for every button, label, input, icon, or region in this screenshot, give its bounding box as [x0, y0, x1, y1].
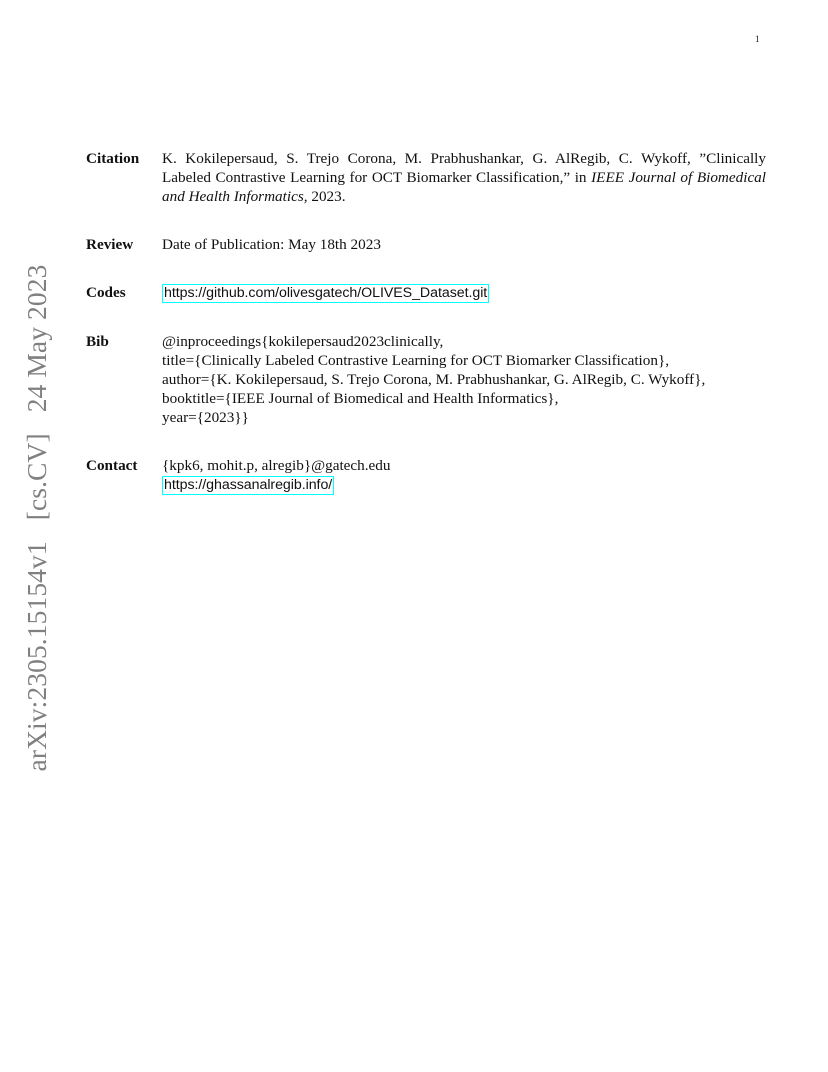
citation-main-text: K. Kokilepersaud, S. Trejo Corona, M. Prabhushankar, G. AlRegib, C. Wykoff, ”Clinically Labeled Contrastive Learning for OCT Biomarker Classification,” in	[162, 150, 766, 186]
codes-link[interactable]: https://github.com/olivesgatech/OLIVES_Dataset.git	[164, 285, 488, 301]
contact-label: Contact	[86, 457, 138, 474]
review-label: Review	[86, 236, 134, 253]
bib-text	[162, 332, 766, 427]
bib-line: @inproceedings{kokilepersaud2023clinically,	[162, 333, 444, 350]
citation-journal: IEEE Journal of Biomedical and Health Informatics,	[162, 169, 766, 205]
citation-year: 2023.	[307, 188, 346, 205]
codes-label: Codes	[86, 284, 126, 301]
contact-entry	[86, 456, 766, 495]
page-number: 1	[755, 34, 760, 44]
document-body	[86, 149, 766, 524]
arxiv-category: [cs.CV]	[21, 433, 52, 521]
citation-text	[162, 149, 766, 206]
citation-label: Citation	[86, 150, 140, 167]
contact-emails: {kpk6, mohit.p, alregib}@gatech.edu	[162, 457, 391, 474]
review-text: Date of Publication: May 18th 2023	[162, 236, 381, 253]
codes-entry	[86, 283, 766, 303]
bib-line: author={K. Kokilepersaud, S. Trejo Corona, M. Prabhushankar, G. AlRegib, C. Wykoff},	[162, 371, 706, 388]
contact-website-link[interactable]: https://ghassanalregib.info/	[164, 477, 333, 493]
arxiv-date: 24 May 2023	[21, 264, 52, 413]
bib-line: booktitle={IEEE Journal of Biomedical and Health Informatics},	[162, 390, 559, 407]
arxiv-id: arXiv:2305.15154v1	[21, 541, 52, 772]
bib-line: title={Clinically Labeled Contrastive Learning for OCT Biomarker Classification},	[162, 352, 670, 369]
bib-entry	[86, 332, 766, 427]
arxiv-stamp	[21, 265, 53, 772]
review-entry	[86, 235, 766, 254]
bib-line: year={2023}}	[162, 409, 249, 426]
citation-entry	[86, 149, 766, 206]
bib-label: Bib	[86, 333, 109, 350]
